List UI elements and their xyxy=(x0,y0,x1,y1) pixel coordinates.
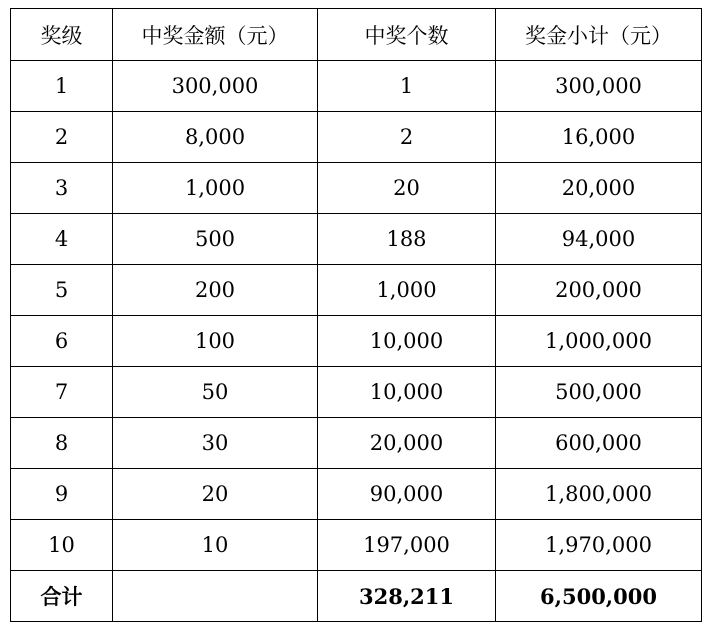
cell-prize-amount: 8,000 xyxy=(113,112,318,163)
header-prize-amount: 中奖金额（元） xyxy=(113,9,318,61)
cell-winner-count: 1,000 xyxy=(318,265,496,316)
cell-prize-amount: 20 xyxy=(113,469,318,520)
total-label: 合计 xyxy=(11,571,113,622)
cell-level: 9 xyxy=(11,469,113,520)
cell-level: 10 xyxy=(11,520,113,571)
cell-prize-amount: 30 xyxy=(113,418,318,469)
cell-prize-amount: 1,000 xyxy=(113,163,318,214)
cell-level: 5 xyxy=(11,265,113,316)
total-winner-count: 328,211 xyxy=(318,571,496,622)
cell-level: 7 xyxy=(11,367,113,418)
cell-level: 4 xyxy=(11,214,113,265)
total-row xyxy=(11,571,702,622)
cell-subtotal: 200,000 xyxy=(496,265,702,316)
table-row xyxy=(11,265,702,316)
cell-winner-count: 1 xyxy=(318,61,496,112)
cell-winner-count: 90,000 xyxy=(318,469,496,520)
cell-prize-amount: 50 xyxy=(113,367,318,418)
cell-prize-amount: 100 xyxy=(113,316,318,367)
cell-winner-count: 10,000 xyxy=(318,367,496,418)
cell-subtotal: 600,000 xyxy=(496,418,702,469)
cell-subtotal: 16,000 xyxy=(496,112,702,163)
cell-winner-count: 188 xyxy=(318,214,496,265)
table-row xyxy=(11,418,702,469)
table-row xyxy=(11,367,702,418)
cell-level: 3 xyxy=(11,163,113,214)
header-subtotal: 奖金小计（元） xyxy=(496,9,702,61)
cell-prize-amount: 300,000 xyxy=(113,61,318,112)
cell-winner-count: 2 xyxy=(318,112,496,163)
table-row xyxy=(11,163,702,214)
header-winner-count: 中奖个数 xyxy=(318,9,496,61)
header-row xyxy=(11,9,702,61)
prize-table xyxy=(10,8,702,622)
cell-winner-count: 197,000 xyxy=(318,520,496,571)
cell-subtotal: 20,000 xyxy=(496,163,702,214)
cell-winner-count: 20,000 xyxy=(318,418,496,469)
table-row xyxy=(11,469,702,520)
cell-winner-count: 10,000 xyxy=(318,316,496,367)
cell-level: 6 xyxy=(11,316,113,367)
cell-subtotal: 1,800,000 xyxy=(496,469,702,520)
cell-level: 8 xyxy=(11,418,113,469)
cell-subtotal: 1,000,000 xyxy=(496,316,702,367)
table-row xyxy=(11,316,702,367)
table-row xyxy=(11,61,702,112)
total-prize-amount xyxy=(113,571,318,622)
cell-prize-amount: 10 xyxy=(113,520,318,571)
cell-level: 2 xyxy=(11,112,113,163)
cell-level: 1 xyxy=(11,61,113,112)
cell-winner-count: 20 xyxy=(318,163,496,214)
header-level: 奖级 xyxy=(11,9,113,61)
table-row xyxy=(11,112,702,163)
cell-subtotal: 500,000 xyxy=(496,367,702,418)
cell-subtotal: 300,000 xyxy=(496,61,702,112)
total-subtotal: 6,500,000 xyxy=(496,571,702,622)
cell-prize-amount: 500 xyxy=(113,214,318,265)
table-row xyxy=(11,520,702,571)
cell-subtotal: 94,000 xyxy=(496,214,702,265)
cell-prize-amount: 200 xyxy=(113,265,318,316)
table-row xyxy=(11,214,702,265)
cell-subtotal: 1,970,000 xyxy=(496,520,702,571)
